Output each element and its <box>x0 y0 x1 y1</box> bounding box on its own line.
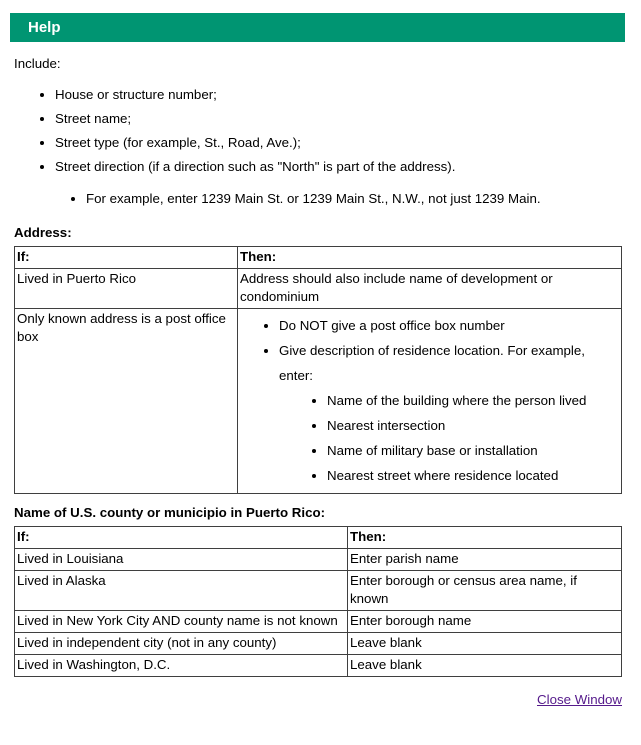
then-bullet-list <box>240 313 618 488</box>
help-titlebar <box>10 13 625 42</box>
close-window-link[interactable]: Close Window <box>537 692 622 707</box>
table-row <box>15 571 622 611</box>
include-label: Include: <box>14 56 61 71</box>
then-cell: Leave blank <box>348 655 622 677</box>
county-section-heading: Name of U.S. county or municipio in Puerto Rico: <box>14 505 326 520</box>
county-if-then-table <box>14 526 622 677</box>
table-row <box>15 269 622 309</box>
then-header-cell: Then: <box>348 527 622 549</box>
include-example-list <box>14 187 622 211</box>
list-item: • Street type (for example, St., Road, Ave.); <box>55 131 622 155</box>
page-title: Help <box>28 19 61 36</box>
list-item: • Nearest intersection <box>327 413 618 438</box>
if-cell: Lived in Washington, D.C. <box>15 655 348 677</box>
table-row <box>15 655 622 677</box>
list-item-text: Give description of residence location. For example, enter: <box>279 343 585 383</box>
if-header-cell: If: <box>15 247 238 269</box>
if-cell: Lived in independent city (not in any county) <box>15 633 348 655</box>
then-cell: Leave blank <box>348 633 622 655</box>
if-cell: Lived in Alaska <box>15 571 348 611</box>
help-content <box>14 56 622 708</box>
then-cell: Address should also include name of development or condominium <box>238 269 622 309</box>
then-cell <box>238 309 622 494</box>
table-header-row <box>15 247 622 269</box>
include-list <box>14 83 622 179</box>
then-cell: Enter borough name <box>348 611 622 633</box>
footer <box>14 692 622 708</box>
table-row <box>15 633 622 655</box>
if-cell: Lived in Puerto Rico <box>15 269 238 309</box>
then-cell: Enter parish name <box>348 549 622 571</box>
table-row <box>15 309 622 494</box>
address-section-heading: Address: <box>14 225 72 240</box>
then-cell: Enter borough or census area name, if known <box>348 571 622 611</box>
if-header-cell: If: <box>15 527 348 549</box>
list-item: • Name of the building where the person lived <box>327 388 618 413</box>
list-item: • House or structure number; <box>55 83 622 107</box>
list-item: • Nearest street where residence located <box>327 463 618 488</box>
if-cell: Only known address is a post office box <box>15 309 238 494</box>
list-item: • For example, enter 1239 Main St. or 1239 Main St., N.W., not just 1239 Main. <box>86 187 622 211</box>
table-row <box>15 611 622 633</box>
if-cell: Lived in Louisiana <box>15 549 348 571</box>
address-if-then-table <box>14 246 622 494</box>
if-cell: Lived in New York City AND county name is not known <box>15 611 348 633</box>
list-item: • Name of military base or installation <box>327 438 618 463</box>
table-row <box>15 549 622 571</box>
list-item: • Street name; <box>55 107 622 131</box>
list-item <box>279 338 618 488</box>
then-header-cell: Then: <box>238 247 622 269</box>
table-header-row <box>15 527 622 549</box>
list-item: • Do NOT give a post office box number <box>279 313 618 338</box>
list-item: • Street direction (if a direction such as "North" is part of the address). <box>55 155 622 179</box>
then-bullet-sublist <box>279 388 618 488</box>
